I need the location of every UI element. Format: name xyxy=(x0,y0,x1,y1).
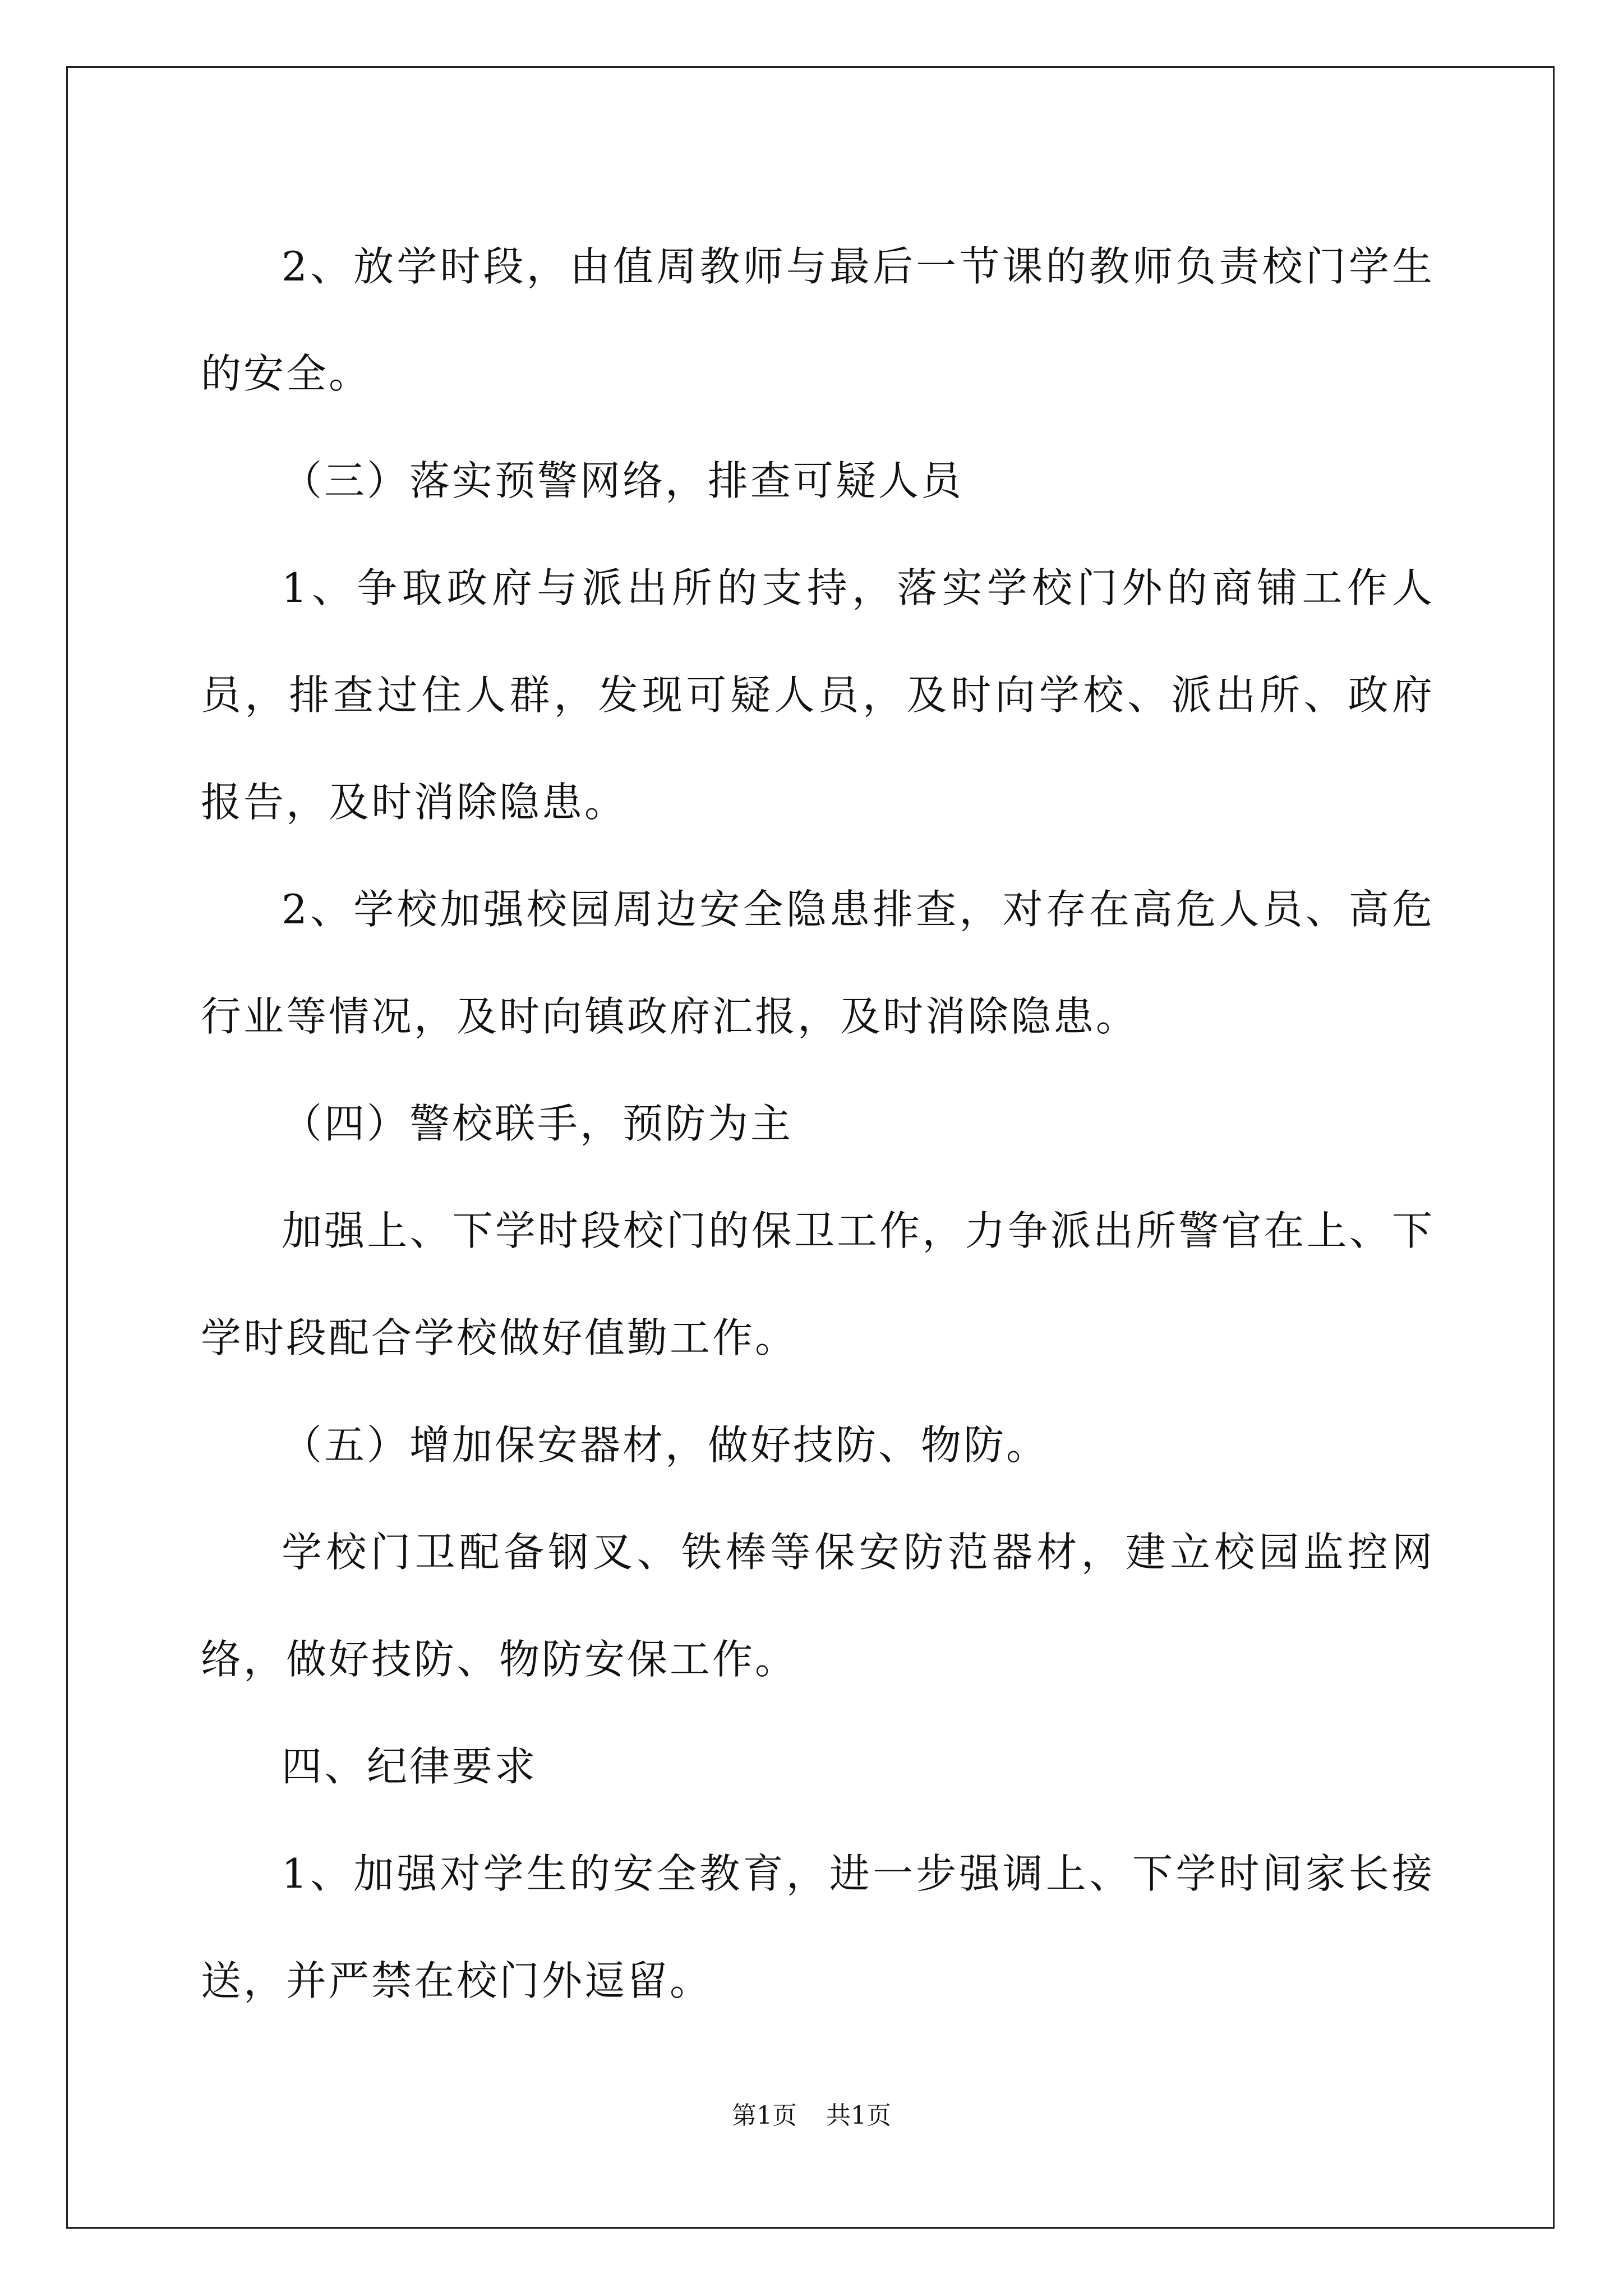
paragraph-guard-equipment: 学校门卫配备钢叉、铁棒等保安防范器材，建立校园监控网络，做好技防、物防安保工作。 xyxy=(201,1529,1435,1683)
page-number-total: 共1页 xyxy=(826,2101,891,2130)
heading-police-school: （四）警校联手，预防为主 xyxy=(282,1100,794,1147)
heading-discipline: 四、纪律要求 xyxy=(282,1743,538,1790)
paragraph-dismissal-safety: 2、放学时段，由值周教师与最后一节课的教师负责校门学生的安全。 xyxy=(201,243,1435,397)
paragraph-gate-security: 加强上、下学时段校门的保卫工作，力争派出所警官在上、下学时段配合学校做好值勤工作。 xyxy=(201,1207,1435,1361)
heading-warning-network: （三）落实预警网络，排查可疑人员 xyxy=(282,457,964,504)
page-footer xyxy=(0,2095,1623,2131)
heading-security-equipment: （五）增加保安器材，做好技防、物防。 xyxy=(282,1421,1049,1469)
document-body xyxy=(201,213,1435,2035)
page-number-current: 第1页 xyxy=(732,2101,797,2130)
paragraph-government-support: 1、争取政府与派出所的支持，落实学校门外的商铺工作人员，排查过住人群，发现可疑人员，及时向学校、派出所、政府报告，及时消除隐患。 xyxy=(201,564,1435,826)
paragraph-student-education: 1、加强对学生的安全教育，进一步强调上、下学时间家长接送，并严禁在校门外逗留。 xyxy=(201,1850,1435,2004)
paragraph-hazard-inspection: 2、学校加强校园周边安全隐患排查，对存在高危人员、高危行业等情况，及时向镇政府汇报，及时消除隐患。 xyxy=(201,886,1435,1040)
